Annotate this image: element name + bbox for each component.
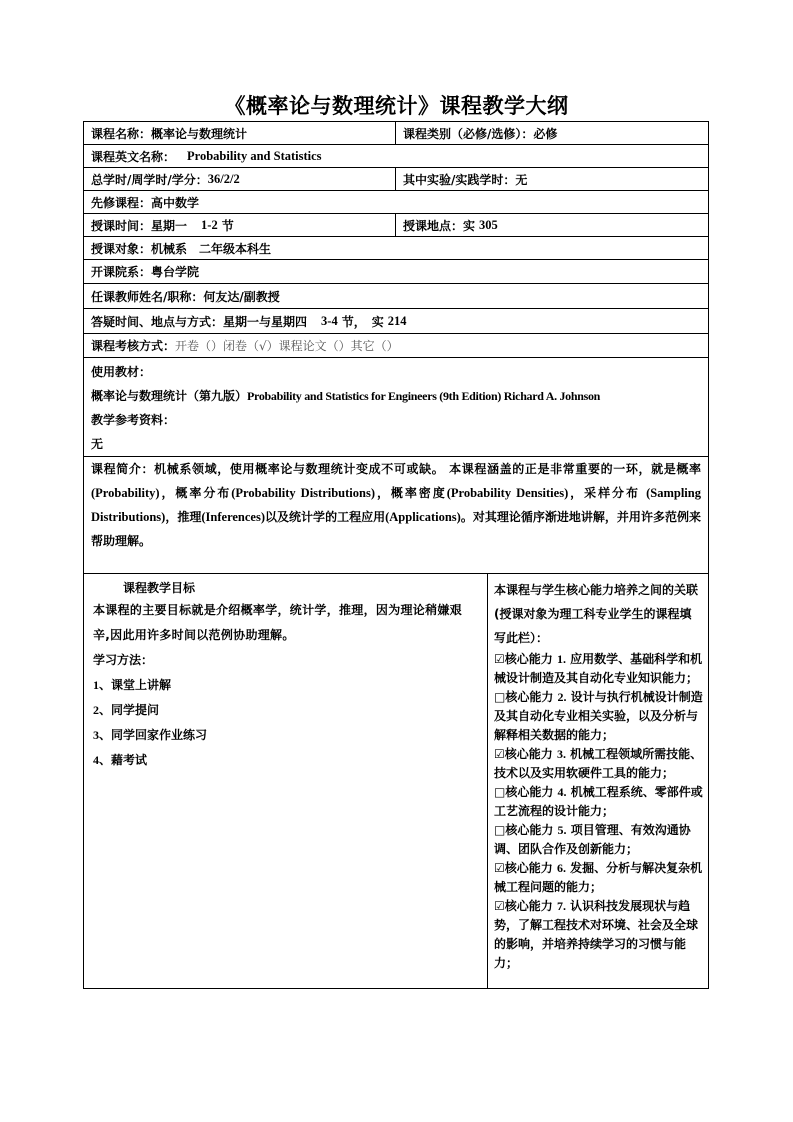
row-hours bbox=[84, 168, 708, 191]
intro-text-12: (Applications) bbox=[385, 510, 461, 524]
english-name-label: 课程英文名称： bbox=[91, 149, 176, 164]
assessment-value: 开卷（）闭卷（√）课程论文（）其它（） bbox=[175, 339, 399, 353]
row-course-name bbox=[84, 122, 708, 145]
office-hours-unit: 节， bbox=[341, 314, 366, 329]
class-time-period: 1-2 bbox=[201, 217, 218, 232]
assessment-cell bbox=[84, 334, 708, 357]
syllabus-table bbox=[83, 121, 709, 989]
textbook-title-cn: 概率论与数理统计（第九版） bbox=[91, 389, 248, 403]
intro-text-2: (Probability) bbox=[91, 486, 160, 500]
intro-text-1: 机械系领域，使用概率论与数理统计变成不可或缺。 本课程涵盖的正是非常重要的一环，就是概率 bbox=[154, 462, 701, 476]
intro-text-5: ，概率密度 bbox=[375, 486, 447, 500]
ability-text: 机械工程系统、零部件或工艺流程的设计能力； bbox=[494, 785, 703, 818]
ability-text: 机械工程领域所需技能、技术以及实用软硬件工具的能力； bbox=[494, 747, 703, 780]
ability-item bbox=[494, 650, 703, 688]
reference-value: 无 bbox=[91, 437, 104, 451]
intro-text-10: (Inferences) bbox=[201, 510, 266, 524]
method-item bbox=[93, 673, 478, 698]
ability-number: 6. bbox=[556, 861, 566, 875]
unchecked-box-icon[interactable]: □ bbox=[494, 823, 506, 837]
reference-label: 教学参考资料： bbox=[91, 413, 176, 427]
hours-value: 36/2/2 bbox=[207, 171, 240, 186]
teacher-value: 何友达/副教授 bbox=[203, 289, 280, 304]
textbook-title-en: Probability and Statistics for Engineers (9th Edition) Richard A. Johnson bbox=[247, 389, 601, 403]
ability-number: 2. bbox=[557, 690, 567, 704]
ability-label: 核心能力 bbox=[505, 785, 554, 799]
goals-text: 本课程的主要目标就是介绍概率学，统计学，推理，因为理论稍嫌艰辛,因此用许多时间以范例协助理解。 bbox=[93, 603, 463, 642]
audience-label: 授课对象： bbox=[91, 241, 152, 256]
ability-item bbox=[494, 897, 703, 973]
intro-text-7: ，采样分布 bbox=[568, 486, 647, 500]
unchecked-box-icon[interactable]: □ bbox=[494, 690, 506, 704]
teacher-label: 任课教师姓名/职称： bbox=[91, 289, 204, 304]
class-location-room: 305 bbox=[479, 217, 498, 232]
prerequisite-cell bbox=[84, 191, 708, 213]
office-hours-room: 214 bbox=[387, 313, 407, 328]
intro-block bbox=[84, 457, 708, 557]
row-department bbox=[84, 260, 708, 284]
course-name-value: 概率论与数理统计 bbox=[151, 126, 248, 141]
ability-label: 核心能力 bbox=[504, 747, 553, 761]
method-text: 、同学提问 bbox=[99, 703, 160, 717]
goals-cell bbox=[84, 574, 487, 988]
abilities-cell bbox=[487, 574, 708, 988]
assessment-label: 课程考核方式： bbox=[91, 339, 176, 353]
method-number: 4 bbox=[93, 753, 99, 767]
ability-item bbox=[494, 783, 703, 821]
checked-box-icon[interactable]: ☑ bbox=[494, 652, 505, 666]
office-hours-days: 星期一与星期四 bbox=[223, 314, 308, 329]
office-hours-period: 3-4 bbox=[321, 313, 338, 328]
course-type-cell bbox=[395, 122, 708, 144]
intro-text-9: ，推理 bbox=[165, 510, 202, 524]
methods-label: 学习方法： bbox=[93, 653, 154, 667]
method-item bbox=[93, 748, 478, 773]
goals-heading: 课程教学目标 bbox=[123, 581, 196, 595]
lab-hours-cell bbox=[395, 168, 708, 190]
method-number: 2 bbox=[93, 703, 99, 717]
ability-number: 5. bbox=[557, 823, 567, 837]
document-title: 《概率论与数理统计》课程教学大纲 bbox=[224, 94, 569, 118]
textbook-title bbox=[91, 384, 701, 408]
method-text: 、藉考试 bbox=[99, 753, 148, 767]
abilities-heading: 本课程与学生核心能力培养之间的关联(授课对象为理工科专业学生的课程填写此栏）： bbox=[494, 583, 699, 645]
textbook-label: 使用教材： bbox=[91, 365, 152, 379]
intro-text-4: (Probability Distributions) bbox=[231, 486, 375, 500]
method-item bbox=[93, 698, 478, 723]
textbook-section bbox=[84, 358, 708, 457]
intro-text-11: 以及统计学的工程应用 bbox=[265, 510, 386, 524]
unchecked-box-icon[interactable]: □ bbox=[494, 785, 506, 799]
row-office-hours bbox=[84, 309, 708, 334]
class-time-unit: 节 bbox=[221, 218, 234, 233]
department-label: 开课院系： bbox=[91, 265, 152, 279]
row-english-name bbox=[84, 145, 708, 168]
intro-label: 课程简介： bbox=[91, 462, 155, 476]
prerequisite-value: 高中数学 bbox=[151, 195, 200, 210]
intro-text-13: 。对其理论循序渐进地讲解，并用许多范例来帮助理解。 bbox=[91, 510, 701, 548]
method-text: 、同学回家作业练习 bbox=[99, 728, 208, 742]
ability-label: 核心能力 bbox=[504, 899, 553, 913]
ability-text: 发掘、分析与解决复杂机械工程问题的能力； bbox=[494, 861, 703, 894]
course-name-label: 课程名称： bbox=[91, 126, 152, 141]
course-type-value: 必修 bbox=[533, 126, 558, 141]
ability-text: 设计与执行机械设计制造及其自动化专业相关实验，以及分析与解释相关数据的能力； bbox=[494, 690, 703, 742]
teacher-cell bbox=[84, 284, 708, 308]
method-text: 、课堂上讲解 bbox=[99, 678, 172, 692]
class-location-label: 授课地点： bbox=[403, 218, 464, 233]
intro-section bbox=[84, 457, 708, 574]
english-name-cell bbox=[84, 145, 708, 167]
ability-text: 项目管理、有效沟通协调、团队合作及创新能力； bbox=[494, 823, 691, 856]
department-cell bbox=[84, 260, 708, 283]
row-teacher bbox=[84, 284, 708, 309]
row-prerequisite bbox=[84, 191, 708, 214]
row-assessment bbox=[84, 334, 708, 358]
row-audience bbox=[84, 237, 708, 260]
class-time-label: 授课时间： bbox=[91, 218, 152, 233]
ability-label: 核心能力 bbox=[504, 652, 553, 666]
course-name-cell bbox=[84, 122, 395, 144]
ability-number: 4. bbox=[557, 785, 567, 799]
textbook-block bbox=[84, 358, 708, 460]
class-time-cell bbox=[84, 214, 395, 236]
ability-number: 7. bbox=[556, 899, 566, 913]
department-value: 粤台学院 bbox=[151, 265, 200, 279]
ability-item bbox=[494, 821, 703, 859]
lab-hours-label: 其中实验/实践学时： bbox=[403, 172, 516, 187]
audience-cell bbox=[84, 237, 708, 259]
checked-box-icon[interactable]: ☑ bbox=[494, 747, 505, 761]
class-location-building: 实 bbox=[463, 218, 476, 233]
intro-text-8: (Sampling Distributions) bbox=[91, 486, 701, 524]
prerequisite-label: 先修课程： bbox=[91, 195, 152, 210]
english-name-value: Probability and Statistics bbox=[187, 148, 322, 163]
ability-item bbox=[494, 688, 703, 745]
intro-text-6: (Probability Densities) bbox=[446, 486, 569, 500]
row-class-time bbox=[84, 214, 708, 237]
lab-hours-value: 无 bbox=[515, 172, 528, 187]
class-location-cell bbox=[395, 214, 708, 236]
hours-cell bbox=[84, 168, 395, 190]
ability-item bbox=[494, 745, 703, 783]
ability-label: 核心能力 bbox=[505, 690, 554, 704]
ability-item bbox=[494, 859, 703, 897]
ability-label: 核心能力 bbox=[505, 823, 554, 837]
office-hours-building: 实 bbox=[371, 314, 384, 329]
intro-text-3: ，概率分布 bbox=[159, 486, 232, 500]
class-time-day: 星期一 bbox=[151, 218, 188, 233]
audience-value: 机械系 二年级本科生 bbox=[151, 241, 272, 256]
ability-text: 认识科技发展现状与趋势，了解工程技术对环境、社会及全球的影响，并培养持续学习的习惯与能力； bbox=[494, 899, 699, 970]
checked-box-icon[interactable]: ☑ bbox=[494, 861, 505, 875]
ability-text: 应用数学、基础科学和机械设计制造及其自动化专业知识能力； bbox=[494, 652, 703, 685]
goals-abilities-section bbox=[84, 574, 708, 988]
ability-number: 1. bbox=[556, 652, 566, 666]
office-hours-cell bbox=[84, 309, 708, 333]
method-number: 1 bbox=[93, 678, 99, 692]
method-item bbox=[93, 723, 478, 748]
ability-number: 3. bbox=[556, 747, 566, 761]
ability-label: 核心能力 bbox=[504, 861, 553, 875]
hours-label: 总学时/周学时/学分： bbox=[91, 172, 208, 187]
office-hours-label: 答疑时间、地点与方式： bbox=[91, 314, 224, 329]
method-number: 3 bbox=[93, 728, 99, 742]
checked-box-icon[interactable]: ☑ bbox=[494, 899, 505, 913]
course-type-label: 课程类别（必修/选修）： bbox=[403, 126, 534, 141]
